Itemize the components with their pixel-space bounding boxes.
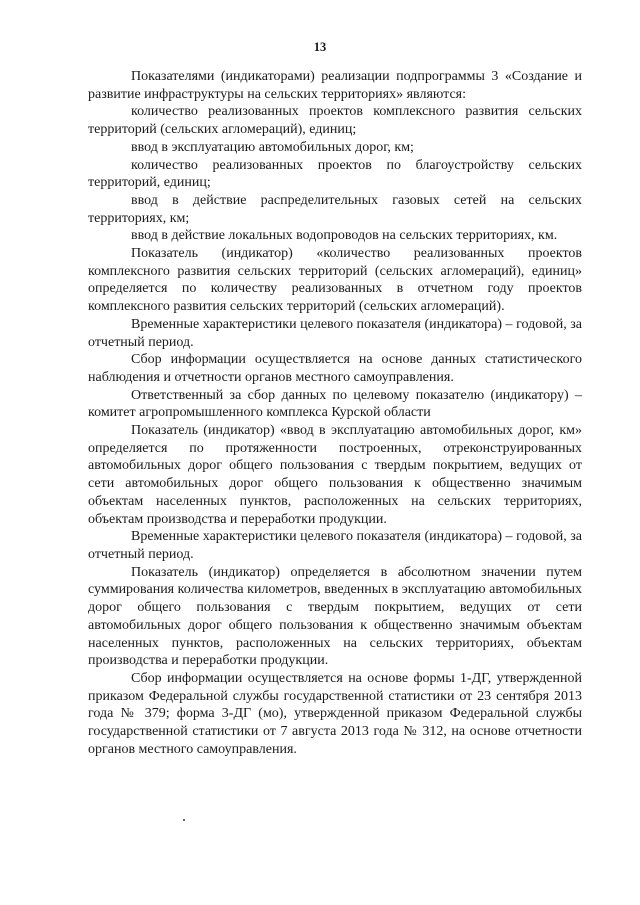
paragraph-item-projects-count: количество реализованных проектов комплексного развития сельских территорий (сельских агломераций), единиц; (88, 104, 582, 138)
paragraph-responsible-party: Ответственный за сбор данных по целевому показателю (индикатору) – комитет агропромышленного комплекса Курской области (88, 387, 582, 421)
paragraph-indicators-intro: Показателями (индикаторами) реализации подпрограммы 3 «Создание и развитие инфраструктуры на сельских территориях» являются: (88, 69, 582, 102)
body-text (88, 68, 582, 758)
scan-speck (183, 819, 185, 821)
paragraph-data-collection-1: Сбор информации осуществляется на основе данных статистического наблюдения и отчетности органов местного самоуправления. (88, 352, 582, 385)
paragraph-item-water-pipes: ввод в действие локальных водопроводов на сельских территориях, км. (131, 228, 558, 244)
paragraph-time-characteristics-1: Временные характеристики целевого показателя (индикатора) – годовой, за отчетный период. (88, 316, 582, 350)
paragraph-data-collection-2: Сбор информации осуществляется на основе формы 1-ДГ, утвержденной приказом Федеральной службы государственной статистики от 23 сентября 2013 года № 379; форма 3-ДГ (мо), утвержденной приказом Федеральной службы государственной статистики от 7 августа 2013 года № 312, на основе отчетности органов местного самоуправления. (88, 670, 582, 757)
page-number: 13 (313, 40, 327, 54)
paragraph-indicator-roads-definition: Показатель (индикатор) «ввод в эксплуатацию автомобильных дорог, км» определяется по протяженности построенных, отреконструированных автомобильных дорог общего пользования с твердым покрытием, ведущих от сети автомобильных дорог общего пользования к общественно значимым объектам населенных пунктов, расположенных на сельских территориях, объектам производства и переработки продукции. (88, 423, 582, 527)
paragraph-item-gas-networks: ввод в действие распределительных газовых сетей на сельских территориях, км; (88, 192, 582, 226)
paragraph-item-improvement-projects: количество реализованных проектов по благоустройству сельских территорий, единиц; (88, 157, 582, 191)
paragraph-time-characteristics-2: Временные характеристики целевого показателя (индикатора) – годовой, за отчетный период. (88, 529, 582, 562)
paragraph-indicator-calculation: Показатель (индикатор) определяется в абсолютном значении путем суммирования количества километров, введенных в эксплуатацию автомобильных дорог общего пользования с твердым покрытием, ведущих от сети автомобильных дорог общего пользования к общественно значимым объектам населенных пунктов, расположенных на сельских территориях, объектам производства и переработки продукции. (88, 564, 582, 669)
paragraph-indicator-projects-definition: Показатель (индикатор) «количество реализованных проектов комплексного развития сельских территорий (сельских агломераций), единиц» определяется по количеству реализованных в отчетном году проектов комплексного развития сельских территорий (сельских агломераций). (88, 246, 582, 315)
paragraph-item-roads: ввод в эксплуатацию автомобильных дорог, км; (131, 139, 414, 155)
